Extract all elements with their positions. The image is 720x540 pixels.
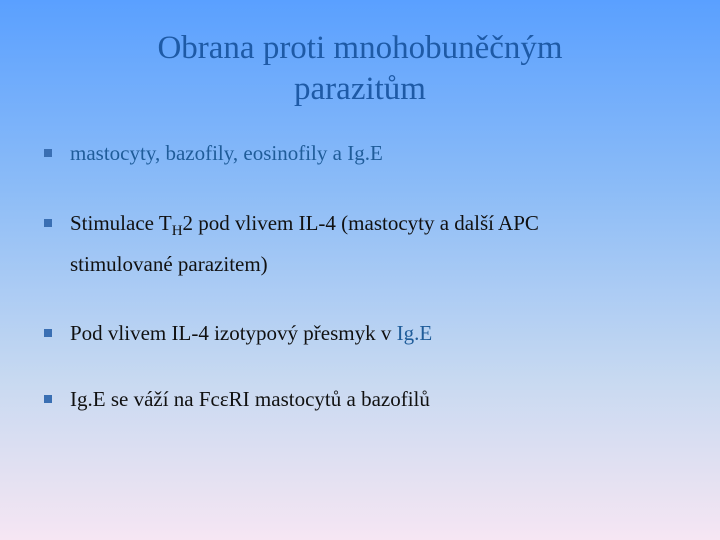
bullet-text-4: Ig.E se váží na FcεRI mastocytů a bazofilů — [70, 387, 430, 411]
bullet-text-3-pre: Pod vlivem IL-4 izotypový přesmyk v — [70, 321, 397, 345]
square-bullet-icon — [44, 219, 52, 227]
bullet-text-3 — [70, 318, 670, 349]
square-bullet-icon — [44, 149, 52, 157]
bullet-text-3-highlight: Ig.E — [396, 321, 433, 345]
square-bullet-icon — [44, 329, 52, 337]
slide-title — [60, 28, 660, 110]
bullet-text-2-pre: Stimulace T — [70, 211, 172, 235]
bullet-text-2-line-2: stimulované parazitem) — [70, 252, 268, 276]
title-line-2: parazitům — [294, 71, 426, 107]
bullet-text-2 — [70, 208, 670, 280]
bullet-text-2-subscript: H — [171, 223, 183, 239]
square-bullet-icon — [44, 395, 52, 403]
title-line-1: Obrana proti mnohobuněčným — [157, 30, 563, 66]
bullet-text-2-line-1 — [70, 208, 670, 239]
bullet-text-2-post: 2 pod vlivem IL-4 (mastocyty a další APC — [182, 211, 539, 235]
bullet-text-1: mastocyty, bazofily, eosinofily a Ig.E — [70, 141, 383, 165]
